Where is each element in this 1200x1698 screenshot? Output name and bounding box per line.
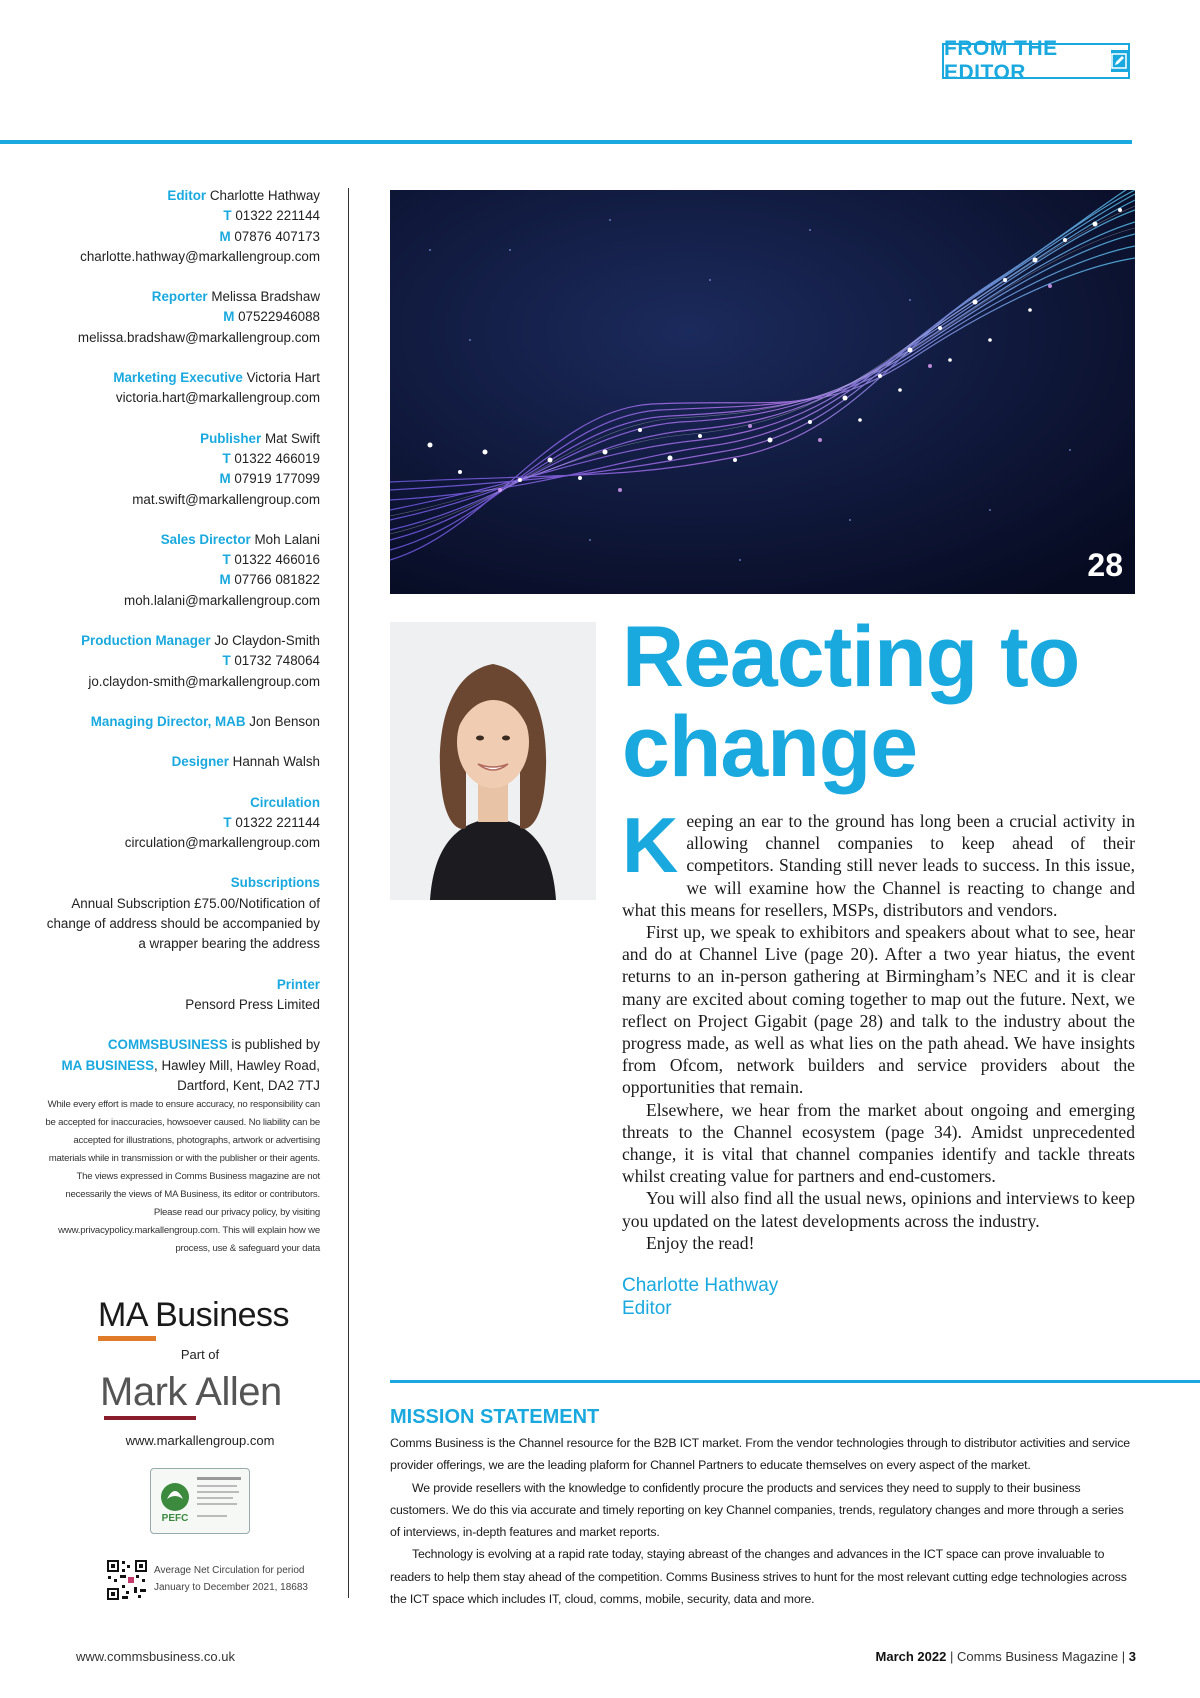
header-rule — [0, 140, 1132, 144]
mission-paragraph: Technology is evolving at a rapid rate today, staying abreast of the changes and advances in the ICT space can prove invaluable to readers to help them stay ahead of the competition. Comms Business strives to hunt for the most relevant cutting edge technologies across the ICT space which includes IT, cloud, comms, mobile, security, data and more. — [390, 1547, 1127, 1607]
role-label: Production Manager — [81, 633, 211, 649]
mission-paragraph: Comms Business is the Channel resource for the B2B ICT market. From the vendor technologies through to distributor activities and service provider offerings, we are the leading plaform for Channel Partners to educate themselves on every aspect of the market. — [390, 1436, 1130, 1473]
mobile-number: 07522946088 — [238, 309, 320, 325]
role-label: Marketing Executive — [113, 370, 243, 386]
drop-cap: K — [622, 801, 679, 889]
editor-portrait — [390, 622, 596, 900]
part-of-text: Part of — [180, 1347, 220, 1362]
ma-business-logo[interactable]: MA Business — [98, 1296, 290, 1334]
role-label: Subscriptions — [230, 875, 320, 891]
brand-name: COMMSBUSINESS — [107, 1037, 228, 1053]
mark-allen-logo[interactable]: Mark Allen — [100, 1370, 282, 1414]
staff-email[interactable]: victoria.hart@markallengroup.com — [115, 390, 320, 406]
section-label: FROM THE EDITOR — [944, 37, 1058, 84]
company-address: , Hawley Mill, Hawley Road, Dartford, Kent, DA2 7TJ — [154, 1057, 320, 1093]
article-headline: Reacting to change — [622, 609, 1080, 795]
mobile-tag: M — [219, 471, 231, 487]
staff-email[interactable]: circulation@markallengroup.com — [124, 835, 320, 851]
footer-website-link[interactable]: www.commsbusiness.co.uk — [76, 1649, 235, 1664]
markallen-url-link[interactable]: www.markallengroup.com — [125, 1433, 275, 1448]
phone-tag: T — [222, 653, 231, 669]
mobile-number: 07876 407173 — [234, 228, 320, 244]
role-label: Printer — [276, 976, 320, 992]
subscriptions — [40, 873, 320, 954]
mission-rule — [390, 1380, 1200, 1383]
printer-name: Pensord Press Limited — [185, 996, 320, 1012]
mission-paragraph: We provide resellers with the knowledge to confidently procure the products and services they need to supply to their business customers. We do this via accurate and timely reporting on key Channel companies, trends, regulatory changes and more through a series of interviews, in-depth features and market reports. — [390, 1480, 1124, 1540]
phone-tag: T — [223, 208, 232, 224]
circulation-note: Average Net Circulation for period January to December 2021, 18683 — [154, 1565, 308, 1593]
published-by-text: is published by — [231, 1037, 320, 1053]
disclaimer-text: While every effort is made to ensure accuracy, no responsibility can be accepted for inaccuracies, howsoever caused. No liability can be accepted for illustrations, photographs, artwork or advertising materials while in transmission or with the publisher or their agents. The views expressed in Comms Business magazine are not necessarily the views of MA Business, its editor or contributors. Please read our privacy policy, by visiting www.privacypolicy.markallengroup.com. This will explain how we process, use & safeguard your data — [45, 1099, 320, 1255]
circulation-contact — [40, 793, 320, 854]
company-name: MA BUSINESS — [61, 1057, 155, 1073]
hero-fiber-optic-image — [390, 190, 1135, 594]
page-number: 3 — [1128, 1649, 1136, 1664]
mission-title: MISSION STATEMENT — [390, 1406, 600, 1428]
author-name: Charlotte Hathway — [622, 1275, 779, 1296]
staff-designer — [40, 752, 320, 772]
article-paragraph: First up, we speak to exhibitors and speakers about what to see, hear and do at Channel Live (page 20). After a two year hiatus, the event returns to an in-person gathering at Birmingham’s NEC and it is clear many are excited about coming together to map out the future. Next, we reflect on Project Gigabit (page 28) and talk to the industry about the progress made, as well as what lies on the path ahead. We have insights from Ofcom, network builders and service providers about the opportunities that remain. — [622, 922, 1135, 1098]
role-label: Sales Director — [160, 531, 251, 547]
article-paragraph: Enjoy the read! — [646, 1232, 755, 1253]
phone-number: 01732 748064 — [234, 653, 320, 669]
staff-name: Hannah Walsh — [232, 754, 320, 770]
mobile-number: 07919 177099 — [234, 471, 320, 487]
phone-number: 01322 466019 — [234, 450, 320, 466]
footer-separator: | — [1121, 1649, 1126, 1664]
staff-production — [40, 631, 320, 692]
mobile-tag: M — [219, 572, 231, 588]
staff-name: Melissa Bradshaw — [211, 289, 320, 305]
issue-date: March 2022 — [875, 1649, 947, 1664]
phone-tag: T — [222, 552, 231, 568]
role-label: Editor — [167, 188, 207, 203]
mark-allen-underline — [104, 1416, 196, 1420]
phone-number: 01322 466016 — [234, 552, 320, 568]
magazine-name: Comms Business Magazine — [957, 1649, 1119, 1664]
staff-name: Charlotte Hathway — [209, 188, 320, 203]
phone-number: 01322 221144 — [235, 814, 320, 830]
role-label: Designer — [171, 754, 229, 770]
article-body — [622, 801, 1135, 1254]
phone-tag: T — [223, 814, 232, 830]
phone-tag: T — [222, 450, 231, 466]
staff-reporter — [40, 287, 320, 348]
staff-email[interactable]: moh.lalani@markallengroup.com — [124, 592, 320, 608]
article-paragraph: You will also find all the usual news, opinions and interviews to keep you updated on the latest developments across the industry. — [622, 1188, 1135, 1231]
phone-number: 01322 221144 — [235, 208, 320, 224]
publisher-block — [40, 1035, 320, 1258]
mobile-number: 07766 081822 — [234, 572, 320, 588]
staff-name: Moh Lalani — [254, 531, 320, 547]
pefc-label: PEFC — [161, 1513, 189, 1524]
role-label: Circulation — [250, 794, 320, 810]
footer-issue-info — [876, 1649, 1136, 1664]
staff-sales — [40, 530, 320, 611]
mobile-tag: M — [223, 309, 235, 325]
role-label: Publisher — [200, 430, 262, 446]
author-signoff — [622, 1274, 778, 1320]
mission-body — [390, 1432, 1135, 1610]
staff-name: Jon Benson — [249, 713, 320, 729]
role-label: Reporter — [151, 289, 208, 305]
ma-business-underline — [98, 1336, 156, 1341]
staff-editor — [40, 186, 320, 267]
section-badge — [942, 37, 1130, 84]
staff-marketing — [40, 368, 320, 409]
staff-email[interactable]: mat.swift@markallengroup.com — [132, 491, 320, 507]
staff-name: Victoria Hart — [246, 370, 320, 386]
staff-md — [40, 712, 320, 732]
role-label: Managing Director, MAB — [90, 713, 246, 729]
mobile-tag: M — [219, 228, 231, 244]
paragraph-text: eeping an ear to the ground has long been a crucial activity in allowing channel companies to keep ahead of their competitors. Standing still never leads to success. In this issue, we will examine how the Channel is reacting to change and what this means for resellers, MSPs, distributors and vendors. — [622, 811, 1135, 920]
staff-name: Jo Claydon-Smith — [214, 633, 320, 649]
printer — [40, 975, 320, 1016]
article-paragraph: Elsewhere, we hear from the market about ongoing and emerging threats to the Channel ecosystem (page 34). Amidst unprecedented change, it is vital that channel companies identify and tackle threats whilst creating value for partners and end-customers. — [622, 1099, 1135, 1187]
staff-email[interactable]: jo.claydon-smith@markallengroup.com — [88, 673, 320, 689]
staff-email[interactable]: melissa.bradshaw@markallengroup.com — [77, 329, 320, 345]
staff-name: Mat Swift — [264, 430, 320, 446]
column-divider — [348, 188, 349, 1598]
pefc-certification-badge — [150, 1468, 250, 1534]
subscriptions-text: Annual Subscription £75.00/Notification of change of address should be accompanied by a wrapper bearing the address — [46, 895, 320, 952]
staff-publisher — [40, 429, 320, 510]
author-title: Editor — [622, 1298, 672, 1319]
footer-separator: | — [949, 1649, 954, 1664]
staff-email[interactable]: charlotte.hathway@markallengroup.com — [80, 248, 320, 264]
article-paragraph — [622, 801, 1135, 921]
pencil-icon — [1111, 50, 1128, 72]
hero-page-number: 28 — [1087, 547, 1123, 583]
qr-code-icon[interactable] — [106, 1559, 148, 1601]
masthead-sidebar — [40, 186, 320, 1258]
